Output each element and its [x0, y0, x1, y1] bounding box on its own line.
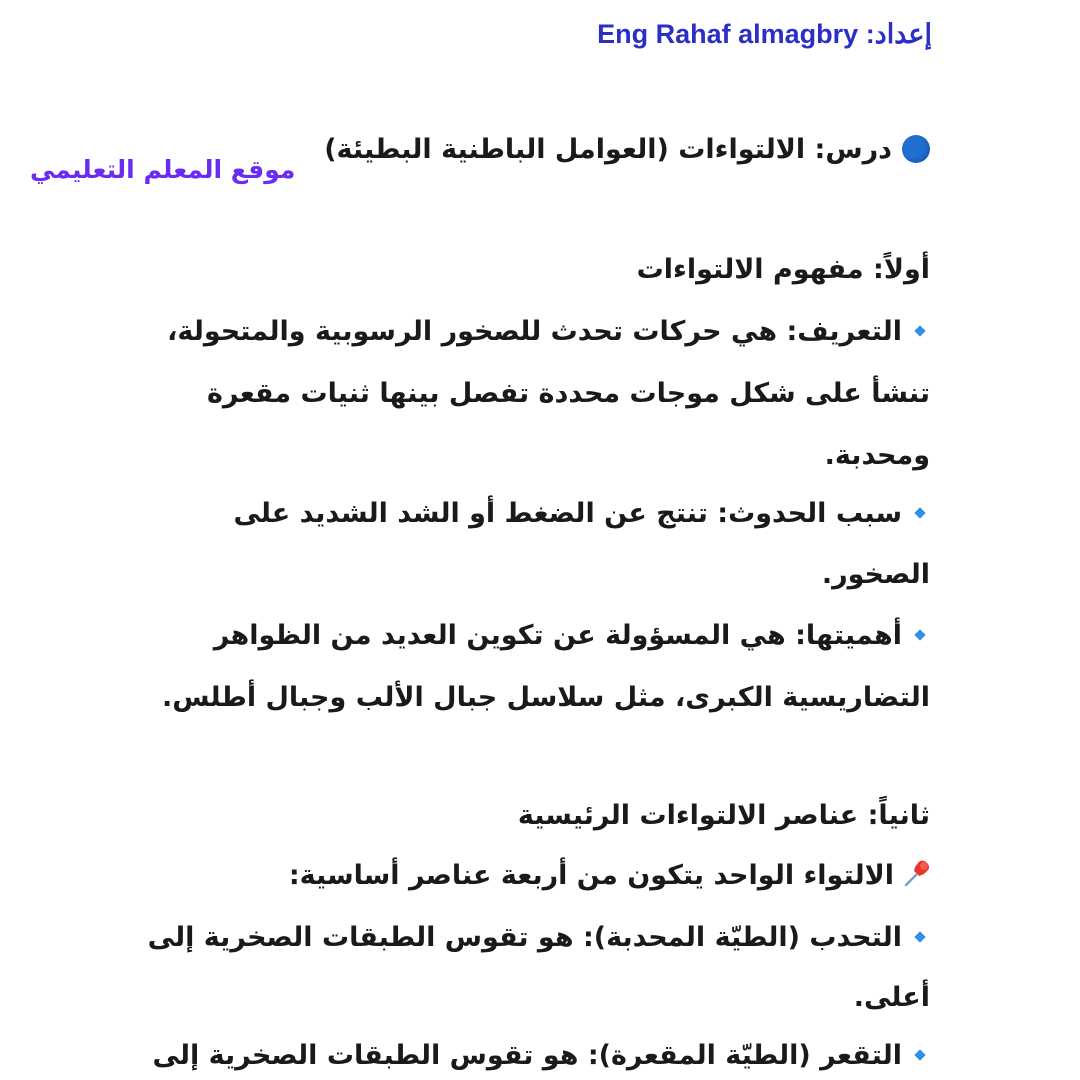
blue-diamond-icon	[914, 1049, 925, 1060]
elements-intro-line: الالتواء الواحد يتكون من أربعة عناصر أساسية:	[289, 856, 932, 896]
section2-heading: ثانياً: عناصر الالتواءات الرئيسية	[517, 800, 930, 831]
definition-line-2: تنشأ على شكل موجات محددة تفصل بينها ثنيات مقعرة	[206, 378, 930, 409]
watermark-text: موقع المعلم التعليمي	[30, 155, 296, 184]
blue-diamond-icon	[914, 931, 925, 942]
importance-line-2: التضاريسية الكبرى، مثل سلاسل جبال الألب وجبال أطلس.	[161, 682, 930, 713]
cause-line-2: الصخور.	[821, 559, 930, 590]
cause-line-1: سبب الحدوث: تنتج عن الضغط أو الشد الشديد على	[233, 494, 930, 534]
anticline-line-1: التحدب (الطيّة المحدبة): هو تقوس الطبقات الصخرية إلى	[148, 918, 930, 958]
importance-line-1: أهميتها: هي المسؤولة عن تكوين العديد من الظواهر	[214, 616, 930, 656]
section1-heading: أولاً: مفهوم الالتواءات	[636, 254, 930, 285]
blue-diamond-icon	[914, 629, 925, 640]
blue-diamond-icon	[914, 507, 925, 518]
author-line: إعداد: Eng Rahaf almagbry	[597, 19, 932, 49]
blue-circle-icon	[902, 135, 930, 163]
lesson-title-line	[324, 130, 930, 170]
definition-line-3: ومحدبة.	[824, 440, 930, 471]
lesson-title: درس: الالتواءات (العوامل الباطنية البطيئة)	[324, 134, 892, 165]
pushpin-icon	[902, 858, 932, 888]
syncline-line-1: التقعر (الطيّة المقعرة): هو تقوس الطبقات الصخرية إلى	[153, 1036, 930, 1076]
anticline-line-2: أعلى.	[853, 982, 930, 1013]
blue-diamond-icon	[914, 325, 925, 336]
definition-line-1: التعريف: هي حركات تحدث للصخور الرسوبية والمتحولة،	[167, 312, 930, 352]
